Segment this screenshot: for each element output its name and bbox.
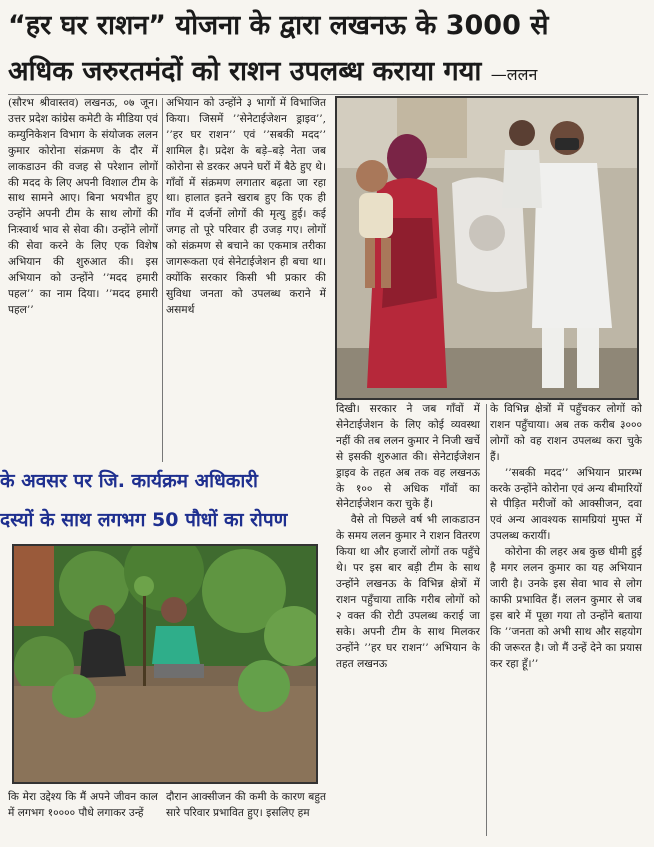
- article-col3-paragraph-2: वैसे तो पिछले वर्ष भी लाकडाउन के समय ललन कुमार ने राशन वितरण किया था और हजारों लोगों तक पहुँचे थे। पर इस बार बड़ी टीम के साथ उन्होंने लखनऊ के विभिन्न क्षेत्रों में राशन पहुँचाया ताकि गरीब लोगों को २ वक्त की रोटी उपलब्ध कराई जा सके। अपनी टीम के साथ मिलकर उन्होंने ’’हर घर राशन’’ अभियान के तहत लखनऊ: [336, 514, 480, 670]
- second-article-headline-1: के अवसर पर जि. कार्यक्रम अधिकारी: [0, 470, 258, 492]
- headline-line-2: [8, 50, 648, 97]
- headline-byline: —ललन: [490, 65, 538, 84]
- headline-line-1: “हर घर राशन” योजना के द्वारा लखनऊ के 3000 से: [8, 10, 549, 41]
- article-col4-paragraph-2: ’’सबकी मदद’’ अभियान प्रारम्भ करके उन्होंने कोरोना एवं अन्य बीमारियों से पीड़ित मरीजों को आक्सीजन, दवा एवं अन्य आवश्यक सामग्रियां मुफ्त में उपलब्ध करायीं।: [490, 466, 642, 543]
- second-article-left-text: कि मेरा उद्देश्य कि मैं अपने जीवन काल में लगभग १०००० पौधे लगाकर उन्हें: [8, 791, 158, 819]
- article-column-3: [336, 402, 480, 838]
- article-col2-text: अभियान को उन्होंने ३ भागों में विभाजित किया। जिसमें ’’सेनेटाईजेशन ड्राइव’’, ’’हर घर राशन’’ एवं ’’सबकी मदद’’ शामिल है। प्रदेश के बड़े–बड़े नेता जब कोरोना से डरकर अपने घरों में बैठे हुए थे। गाँवों में संक्रमण लगातार बढ़ता जा रहा था। हालात इतने खराब हुए कि एक ही गाँव में दर्जनों लोगों की मृत्यु हुई। कई जगह तो पूरे परिवार ही उजड़ गए। लोगों को संक्रमण से बचाने का एकमात्र तरीका जागरूकता एवं सेनेटाईजेशन ही बचा था। क्योंकि सरकार किसी भी प्रकार की सुविधा जनता को उपलब्ध कराने में असमर्थ: [166, 97, 326, 316]
- article-column-4: [490, 402, 642, 838]
- tree-planting-photo: [12, 544, 318, 784]
- article-col3-paragraph-1: दिखी। सरकार ने जब गाँवों में सेनेटाईजेशन के लिए कोई व्यवस्था नहीं की तब ललन कुमार ने निजी खर्चे से इसकी शुरुआत की। सेनेटाईजेशन ड्राइव के तहत अब तक वह लखनऊ के १०० से अधिक गाँवों का सेनेटाईजेशन करा चुके हैं।: [336, 403, 480, 511]
- column-divider: [486, 404, 487, 836]
- headline-line-2-text: अधिक जरुरतमंदों को राशन उपलब्ध कराया गया: [8, 56, 482, 87]
- article-col4-paragraph-3: कोरोना की लहर अब कुछ धीमी हुई है मगर ललन कुमार का यह अभियान जारी है। उनके इस सेवा भाव से लोग काफी प्रभावित हैं। ललन कुमार से जब इस बारे में पूछा गया तो उन्होंने बताया कि ’’जनता को अभी साथ और सहयोग की जरूरत है। जो मैं उन्हें देने का प्रयास कर रहा हूँ।’’: [490, 546, 642, 670]
- second-article-right-text: दौरान आक्सीजन की कमी के कारण बहुत सारे परिवार प्रभावित हुए। इसलिए हम: [166, 791, 326, 819]
- second-article-headline-2: दस्यों के साथ लगभग 50 पौधों का रोपण: [0, 509, 288, 531]
- headline-rule: [8, 94, 648, 95]
- ration-distribution-photo: [335, 96, 639, 400]
- column-divider: [162, 98, 163, 462]
- tree-planting-illustration: [14, 546, 316, 782]
- article-col4-paragraph-1: के विभिन्न क्षेत्रों में पहुँचकर लोगों को राशन पहुँचाया। अब तक करीब ३००० लोगों को वह राशन उपलब्ध करा चुके हैं।: [490, 403, 642, 463]
- article-col1-text: (सौरभ श्रीवास्तव) लखनऊ, ०७ जून। उत्तर प्रदेश कांग्रेस कमेटी के मीडिया एवं कम्युनिकेशन विभाग के संयोजक ललन कुमार कोरोना संक्रमण के दौर में लाकडाउन की वजह से परेशान लोगों की मदद के लिए अपनी विशाल टीम के साथ सामने आए। बिना भयभीत हुए उन्होंने अपनी टीम के साथ लोगों की निःस्वार्थ भाव से सेवा की। उन्होंने लोगों की सेवा करने के लिए एक विशेष अभियान की शुरुआत की। इस अभियान को उन्होंने ’’मदद हमारी पहल’’ का नाम दिया। ’’मदद हमारी पहल’’: [8, 97, 158, 316]
- second-article-column-right: [166, 790, 326, 847]
- article-column-1: [8, 96, 158, 464]
- second-article-column-left: [8, 790, 158, 847]
- ration-distribution-illustration: [337, 98, 637, 398]
- article-column-2: [166, 96, 326, 464]
